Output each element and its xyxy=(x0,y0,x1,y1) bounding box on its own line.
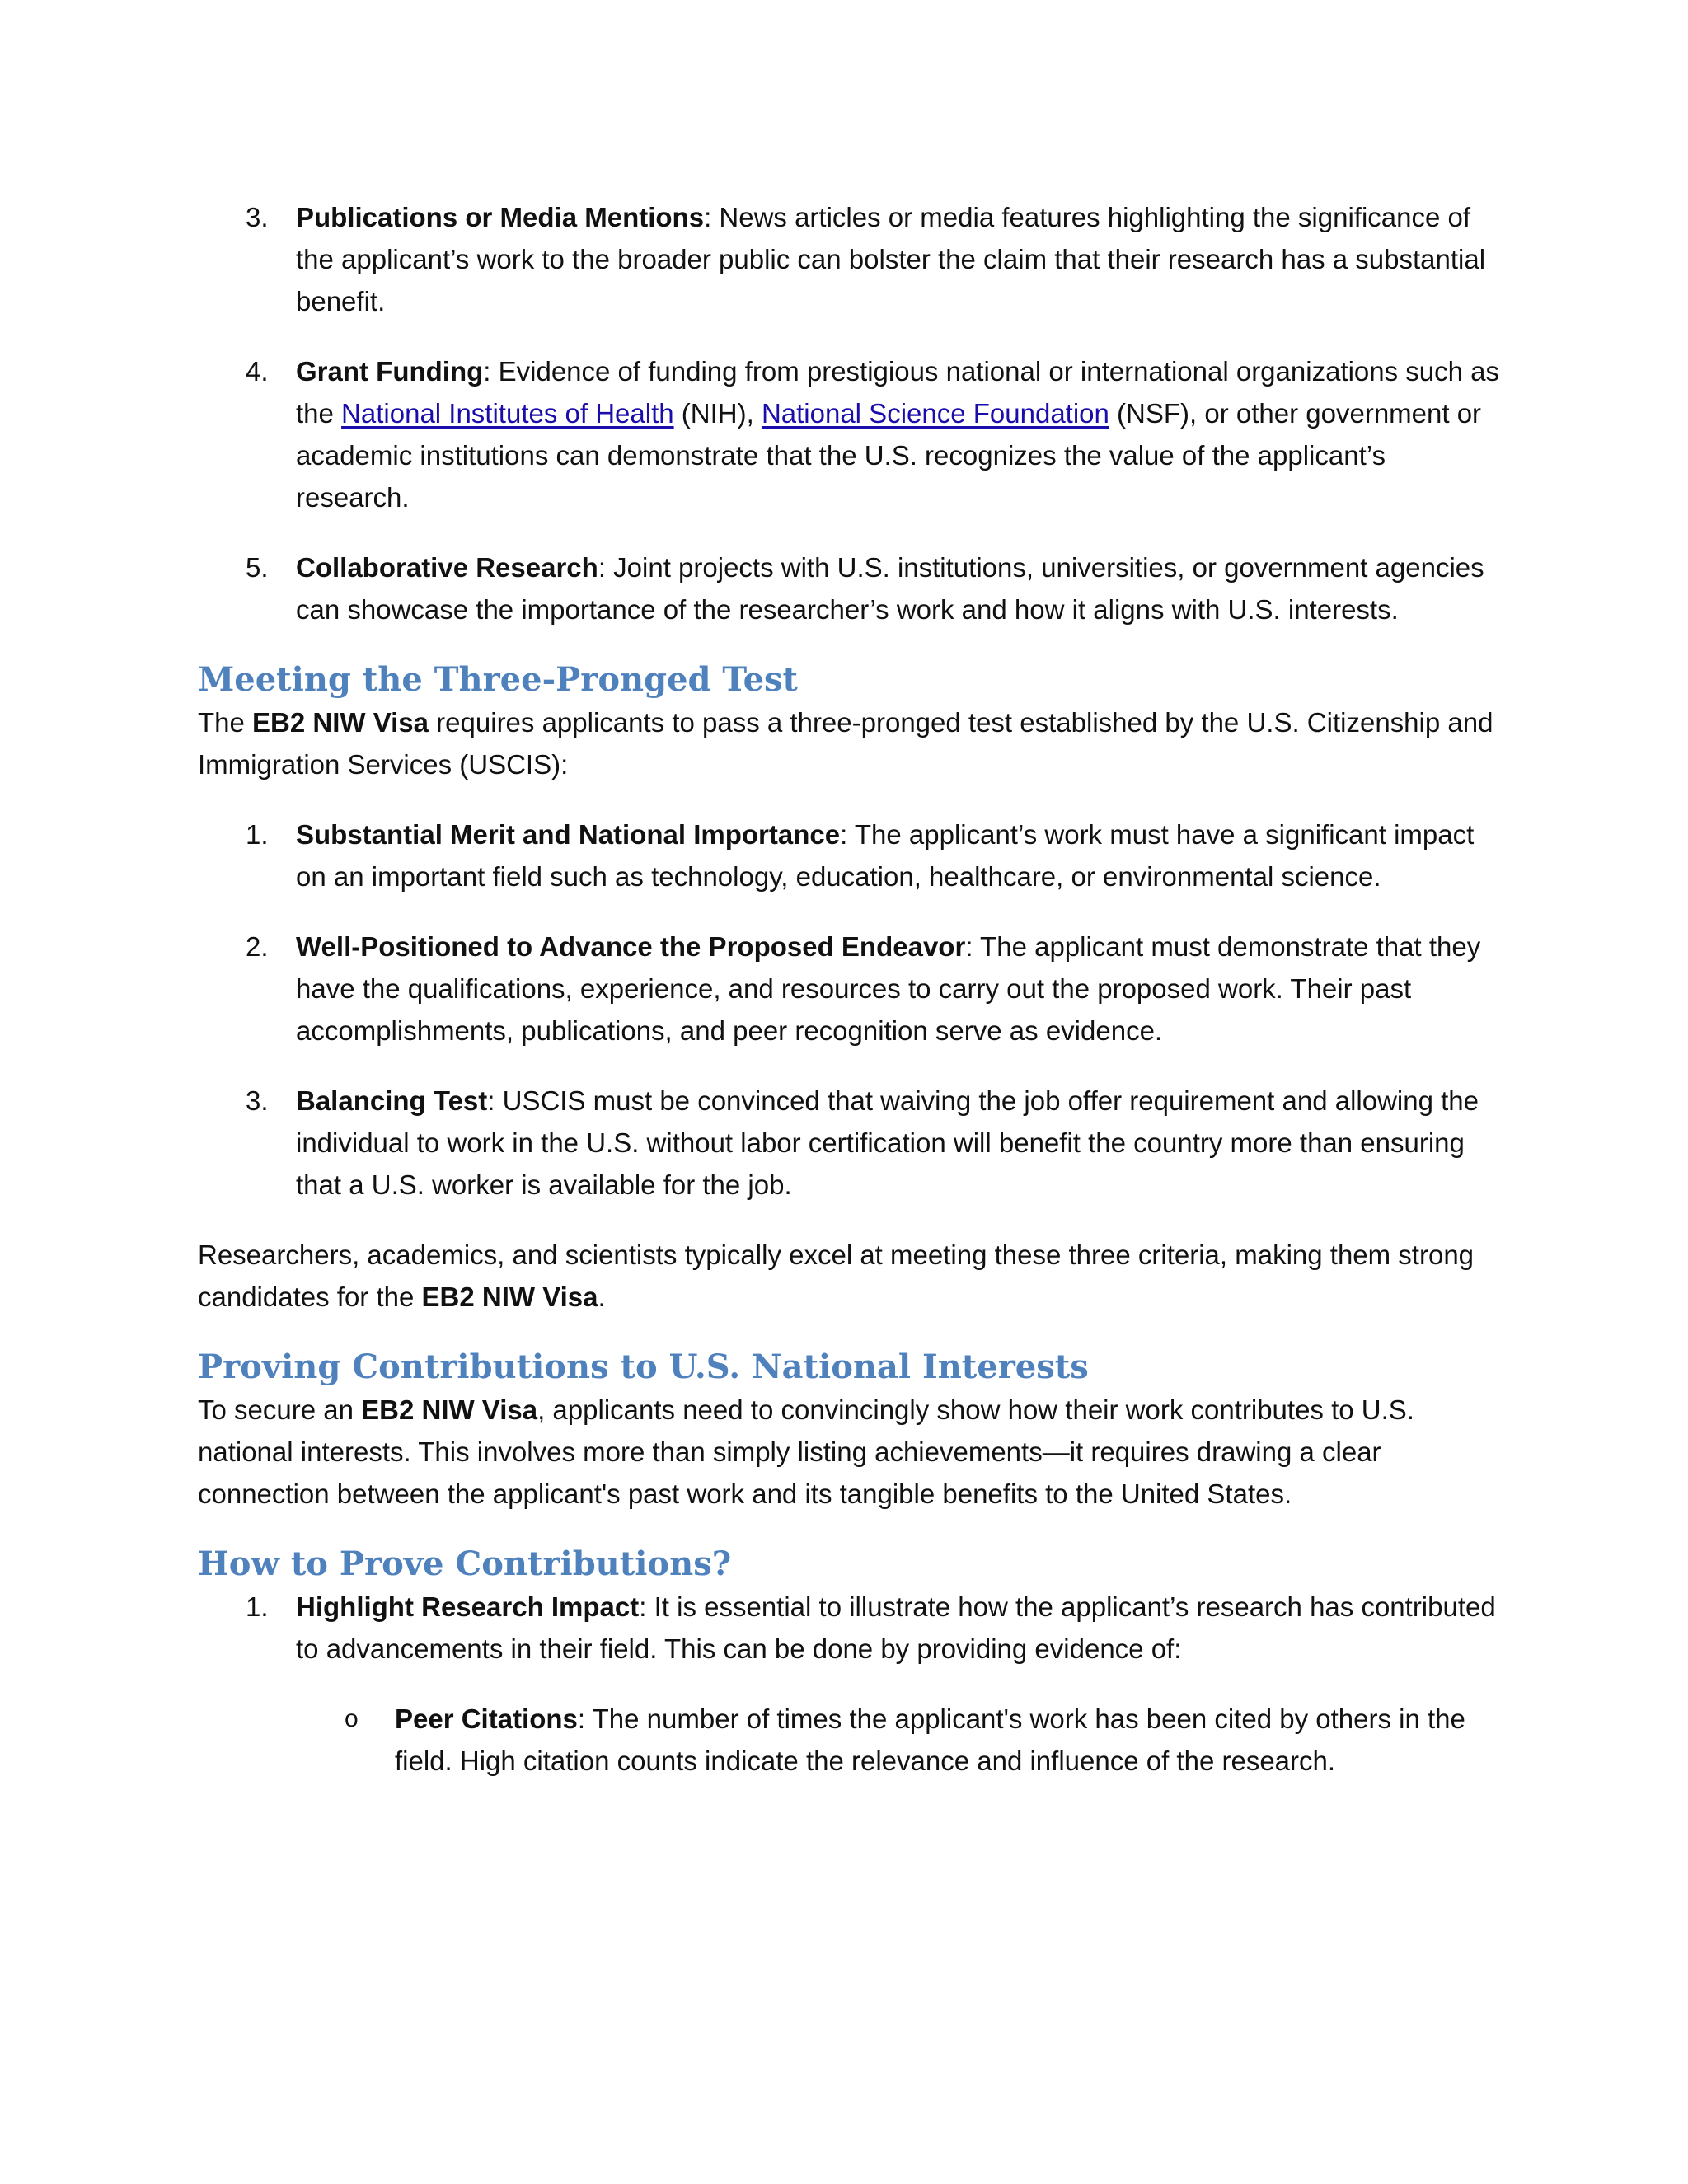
item-text: : Evidence of funding from prestigious national or international organizations such as the xyxy=(296,356,1500,429)
item-title: Peer Citations xyxy=(395,1704,578,1734)
para-text: To secure an xyxy=(198,1394,362,1425)
item-text: (NIH), xyxy=(673,398,762,429)
item-title: Grant Funding xyxy=(296,356,484,387)
list-item xyxy=(198,350,1500,518)
section-paragraph xyxy=(198,1389,1500,1515)
item-title: Highlight Research Impact xyxy=(296,1591,640,1622)
item-title: Well-Positioned to Advance the Proposed Endeavor xyxy=(296,931,966,962)
section-intro xyxy=(198,701,1500,785)
list-number: 1. xyxy=(246,1591,269,1622)
list-number: 1. xyxy=(246,819,269,850)
item-title: Substantial Merit and National Importance xyxy=(296,819,841,850)
list-number: 3. xyxy=(246,1085,269,1116)
section-heading-three-pronged-test: Meeting the Three-Pronged Test xyxy=(198,660,799,699)
section-heading-proving-contributions: Proving Contributions to U.S. National Interests xyxy=(198,1347,1089,1386)
outro-text: . xyxy=(598,1282,606,1312)
nih-link[interactable]: National Institutes of Health xyxy=(341,398,674,429)
item-title: Publications or Media Mentions xyxy=(296,202,705,232)
item-text: (NSF), or other government or academic institutions can demonstrate that the U.S. recognizes the value of the applicant’s research. xyxy=(296,398,1482,513)
list-item xyxy=(198,1080,1500,1206)
para-text: , applicants need to convincingly show how their work contributes to U.S. national interests. This involves more than simply listing achievements—it requires drawing a clear connection between the applicant's past work and its tangible benefits to the United States. xyxy=(198,1394,1414,1509)
nsf-link[interactable]: National Science Foundation xyxy=(761,398,1109,429)
list-number: 4. xyxy=(246,356,269,387)
item-text: : The applicant’s work must have a significant impact on an important field such as technology, education, healthcare, or environmental science. xyxy=(296,819,1475,892)
para-bold: EB2 NIW Visa xyxy=(361,1394,538,1425)
item-text: : The number of times the applicant's work has been cited by others in the field. High citation counts indicate the relevance and influence of the research. xyxy=(395,1704,1465,1776)
bullet-icon: o xyxy=(345,1705,359,1732)
item-text: : USCIS must be convinced that waiving the job offer requirement and allowing the individual to work in the U.S. without labor certification will benefit the country more than ensuring that a U.S. worker is available for the job. xyxy=(296,1085,1479,1200)
document-page xyxy=(198,196,1500,1782)
list-item xyxy=(198,926,1500,1052)
intro-text: requires applicants to pass a three-pronged test established by the U.S. Citizenship and Immigration Services (USCIS): xyxy=(198,707,1493,780)
item-text: : The applicant must demonstrate that they have the qualifications, experience, and resources to carry out the proposed work. Their past accomplishments, publications, and peer recognition serve as evidence. xyxy=(296,931,1481,1046)
evidence-list xyxy=(198,196,1500,630)
item-text: : Joint projects with U.S. institutions, universities, or government agencies can showcase the importance of the researcher’s work and how it aligns with U.S. interests. xyxy=(296,552,1484,625)
item-text: : News articles or media features highlighting the significance of the applicant’s work to the broader public can bolster the claim that their research has a substantial benefit. xyxy=(296,202,1486,316)
intro-text: The xyxy=(198,707,253,738)
three-pronged-list xyxy=(198,813,1500,1206)
sub-list-item xyxy=(198,1698,1500,1782)
list-number: 2. xyxy=(246,931,269,962)
list-item xyxy=(198,196,1500,322)
list-item xyxy=(198,1586,1500,1670)
list-item xyxy=(198,546,1500,630)
outro-text: Researchers, academics, and scientists typically excel at meeting these three criteria, making them strong candidates for the xyxy=(198,1240,1475,1312)
intro-bold: EB2 NIW Visa xyxy=(252,707,429,738)
item-title: Balancing Test xyxy=(296,1085,488,1116)
list-number: 3. xyxy=(246,202,269,232)
list-item xyxy=(198,813,1500,898)
outro-bold: EB2 NIW Visa xyxy=(421,1282,598,1312)
section-heading-how-to-prove: How to Prove Contributions? xyxy=(198,1544,732,1583)
item-text: : It is essential to illustrate how the applicant’s research has contributed to advancements in their field. This can be done by providing evidence of: xyxy=(296,1591,1496,1664)
item-title: Collaborative Research xyxy=(296,552,598,583)
list-number: 5. xyxy=(246,552,269,583)
section-outro xyxy=(198,1234,1500,1318)
how-to-prove-list xyxy=(198,1586,1500,1782)
